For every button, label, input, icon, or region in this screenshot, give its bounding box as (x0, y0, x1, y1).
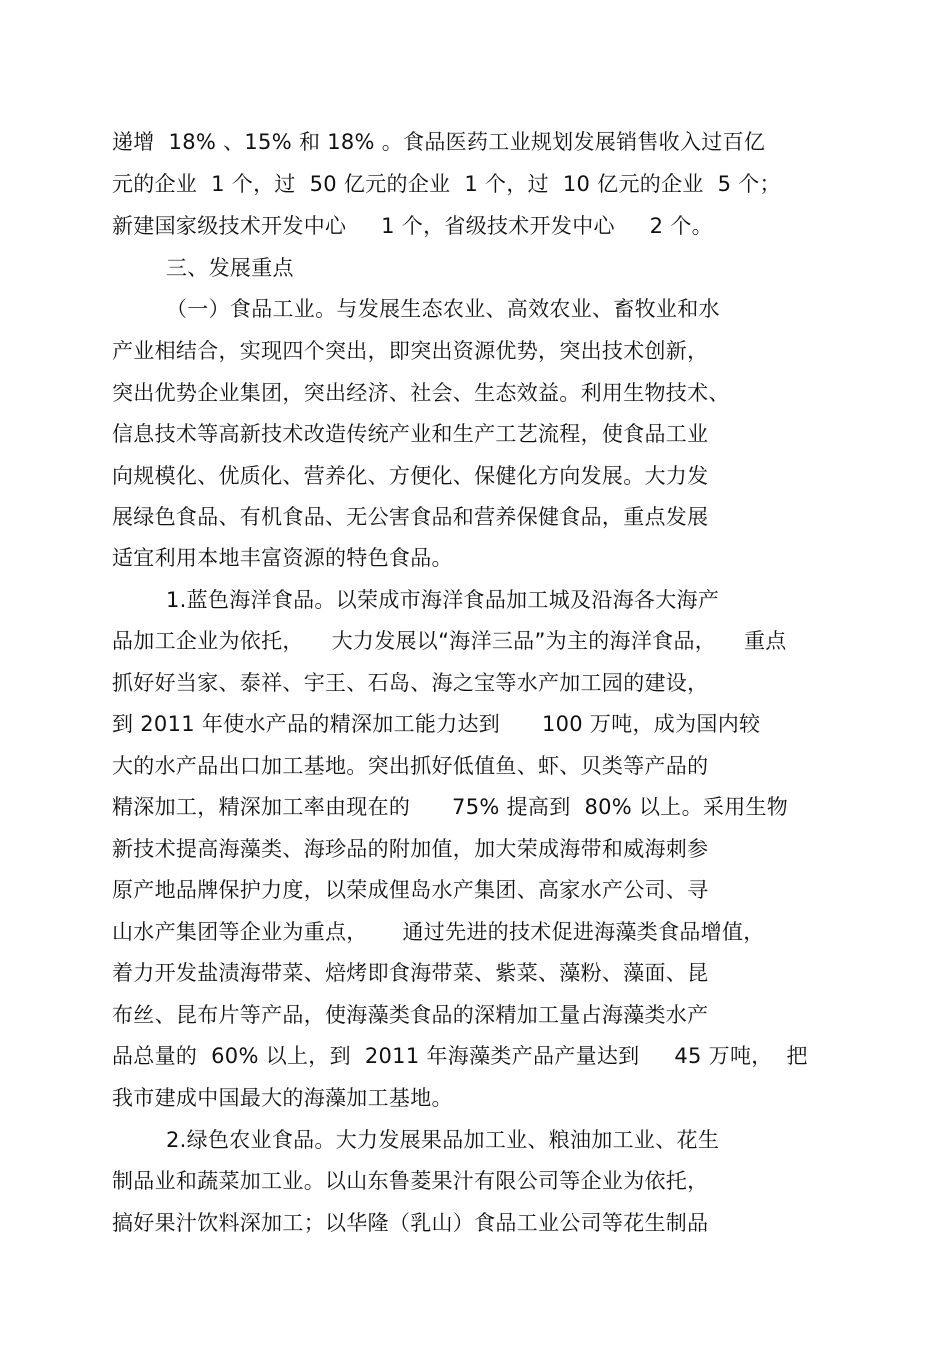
text-line: 原产地品牌保护力度，以荣成俚岛水产集团、高家水产公司、寻 (112, 878, 709, 902)
text-line: 搞好果汁饮料深加工；以华隆（乳山）食品工业公司等花生制品 (112, 1211, 709, 1235)
text-line: 产业相结合，实现四个突出，即突出资源优势，突出技术创新， (112, 339, 709, 363)
section-heading: 三、发展重点 (166, 256, 294, 280)
text-line: 精深加工，精深加工率由现在的 75% 提高到 80% 以上。采用生物 (112, 795, 789, 819)
text-line: 新建国家级技术开发中心 1 个，省级技术开发中心 2 个。 (112, 214, 713, 238)
text-line: 信息技术等高新技术改造传统产业和生产工艺流程，使食品工业 (112, 422, 709, 446)
text-line: 我市建成中国最大的海藻加工基地。 (112, 1086, 453, 1110)
text-line: 着力开发盐渍海带菜、焙烤即食海带菜、紫菜、藻粉、藻面、昆 (112, 961, 709, 985)
text-line: 新技术提高海藻类、海珍品的附加值，加大荣成海带和威海刺参 (112, 837, 709, 861)
text-line: 递增 18% 、15% 和 18% 。食品医药工业规划发展销售收入过百亿 (112, 130, 766, 154)
text-line: 制品业和蔬菜加工业。以山东鲁菱果汁有限公司等企业为依托， (112, 1169, 709, 1193)
text-line: 到 2011 年使水产品的精深加工能力达到 100 万吨，成为国内较 (112, 712, 761, 736)
text-line: 抓好好当家、泰祥、宇王、石岛、海之宝等水产加工园的建设， (112, 671, 709, 695)
text-line: 品加工企业为依托， 大力发展以“海洋三品”为主的海洋食品， 重点 (112, 629, 787, 653)
text-line: 山水产集团等企业为重点， 通过先进的技术促进海藻类食品增值， (112, 920, 765, 944)
text-line: 布丝、昆布片等产品，使海藻类食品的深精加工量占海藻类水产 (112, 1003, 709, 1027)
text-line: 展绿色食品、有机食品、无公害食品和营养保健食品，重点发展 (112, 505, 709, 529)
text-line: 元的企业 1 个，过 50 亿元的企业 1 个，过 10 亿元的企业 5 个； (112, 172, 781, 196)
item-heading: 1.蓝色海洋食品。以荣成市海洋食品加工城及沿海各大海产 (166, 588, 720, 612)
text-line: 适宜利用本地丰富资源的特色食品。 (112, 546, 453, 570)
text-line: 向规模化、优质化、营养化、方便化、保健化方向发展。大力发 (112, 464, 709, 488)
text-line: 突出优势企业集团，突出经济、社会、生态效益。利用生物技术、 (112, 381, 730, 405)
text-line: 大的水产品出口加工基地。突出抓好低值鱼、虾、贝类等产品的 (112, 754, 709, 778)
text-line: 品总量的 60% 以上，到 2011 年海藻类产品产量达到 45 万吨， 把 (112, 1044, 808, 1068)
subsection-heading: （一）食品工业。与发展生态农业、高效农业、畜牧业和水 (166, 297, 720, 321)
item-heading: 2.绿色农业食品。大力发展果品加工业、粮油加工业、花生 (166, 1128, 720, 1152)
